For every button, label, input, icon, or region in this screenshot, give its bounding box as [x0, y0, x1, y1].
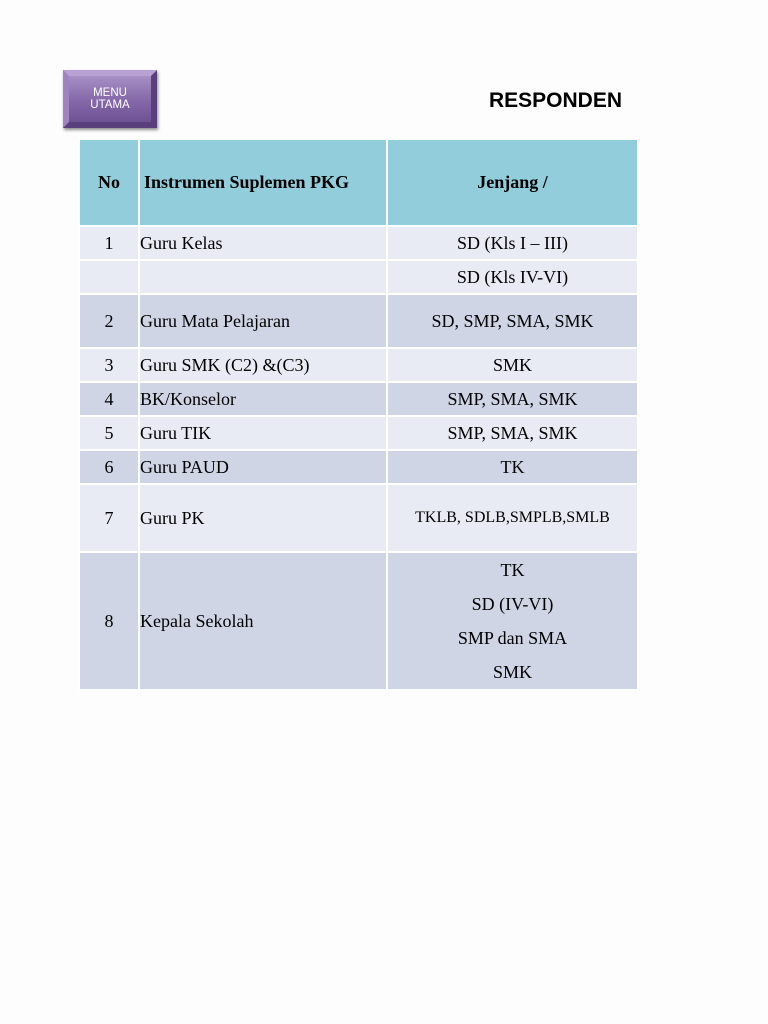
cell-instrumen: Guru PK: [139, 484, 387, 552]
cell-no: 7: [79, 484, 139, 552]
cell-no: 5: [79, 416, 139, 450]
page-title-container: [489, 86, 637, 118]
cell-jenjang: SD (Kls I – III): [387, 226, 638, 260]
table-row: [79, 552, 638, 690]
cell-jenjang: SMK: [387, 348, 638, 382]
menu-utama-button[interactable]: [63, 70, 157, 128]
cell-no: 8: [79, 552, 139, 690]
cell-jenjang: SD (Kls IV-VI): [387, 260, 638, 294]
cell-no: 6: [79, 450, 139, 484]
table-row: [79, 450, 638, 484]
table-row: [79, 416, 638, 450]
cell-jenjang: TK: [387, 450, 638, 484]
cell-instrumen: Guru Mata Pelajaran: [139, 294, 387, 348]
responden-table: [78, 138, 639, 691]
cell-jenjang: SMP, SMA, SMK: [387, 416, 638, 450]
cell-instrumen: Guru TIK: [139, 416, 387, 450]
cell-jenjang: SMP, SMA, SMK: [387, 382, 638, 416]
table-row: [79, 294, 638, 348]
cell-jenjang: SD, SMP, SMA, SMK: [387, 294, 638, 348]
table-row: [79, 226, 638, 260]
cell-no: [79, 260, 139, 294]
table-row: [79, 260, 638, 294]
jenjang-line: SMP dan SMA: [457, 628, 568, 648]
jenjang-line: SD (IV-VI): [471, 594, 554, 614]
jenjang-line: TK: [500, 560, 525, 580]
cell-jenjang-multi: [387, 552, 638, 690]
cell-no: 1: [79, 226, 139, 260]
cell-instrumen: Kepala Sekolah: [139, 552, 387, 690]
jenjang-line: SMK: [492, 662, 532, 682]
cell-jenjang: TKLB, SDLB,SMPLB,SMLB: [387, 484, 638, 552]
page-title: RESPONDEN: [489, 89, 623, 112]
cell-no: 4: [79, 382, 139, 416]
cell-instrumen: Guru PAUD: [139, 450, 387, 484]
header-no: No: [79, 139, 139, 226]
cell-instrumen: BK/Konselor: [139, 382, 387, 416]
cell-instrumen: [139, 260, 387, 294]
cell-no: 3: [79, 348, 139, 382]
cell-instrumen: Guru Kelas: [139, 226, 387, 260]
header-instrumen: Instrumen Suplemen PKG: [139, 139, 387, 226]
table-header-row: [79, 139, 638, 226]
header-jenjang: Jenjang /: [387, 139, 638, 226]
menu-button-line1: MENU: [93, 86, 127, 99]
table-row: [79, 484, 638, 552]
cell-instrumen: Guru SMK (C2) &(C3): [139, 348, 387, 382]
table-row: [79, 382, 638, 416]
cell-no: 2: [79, 294, 139, 348]
menu-button-line2: UTAMA: [90, 99, 130, 111]
table-row: [79, 348, 638, 382]
